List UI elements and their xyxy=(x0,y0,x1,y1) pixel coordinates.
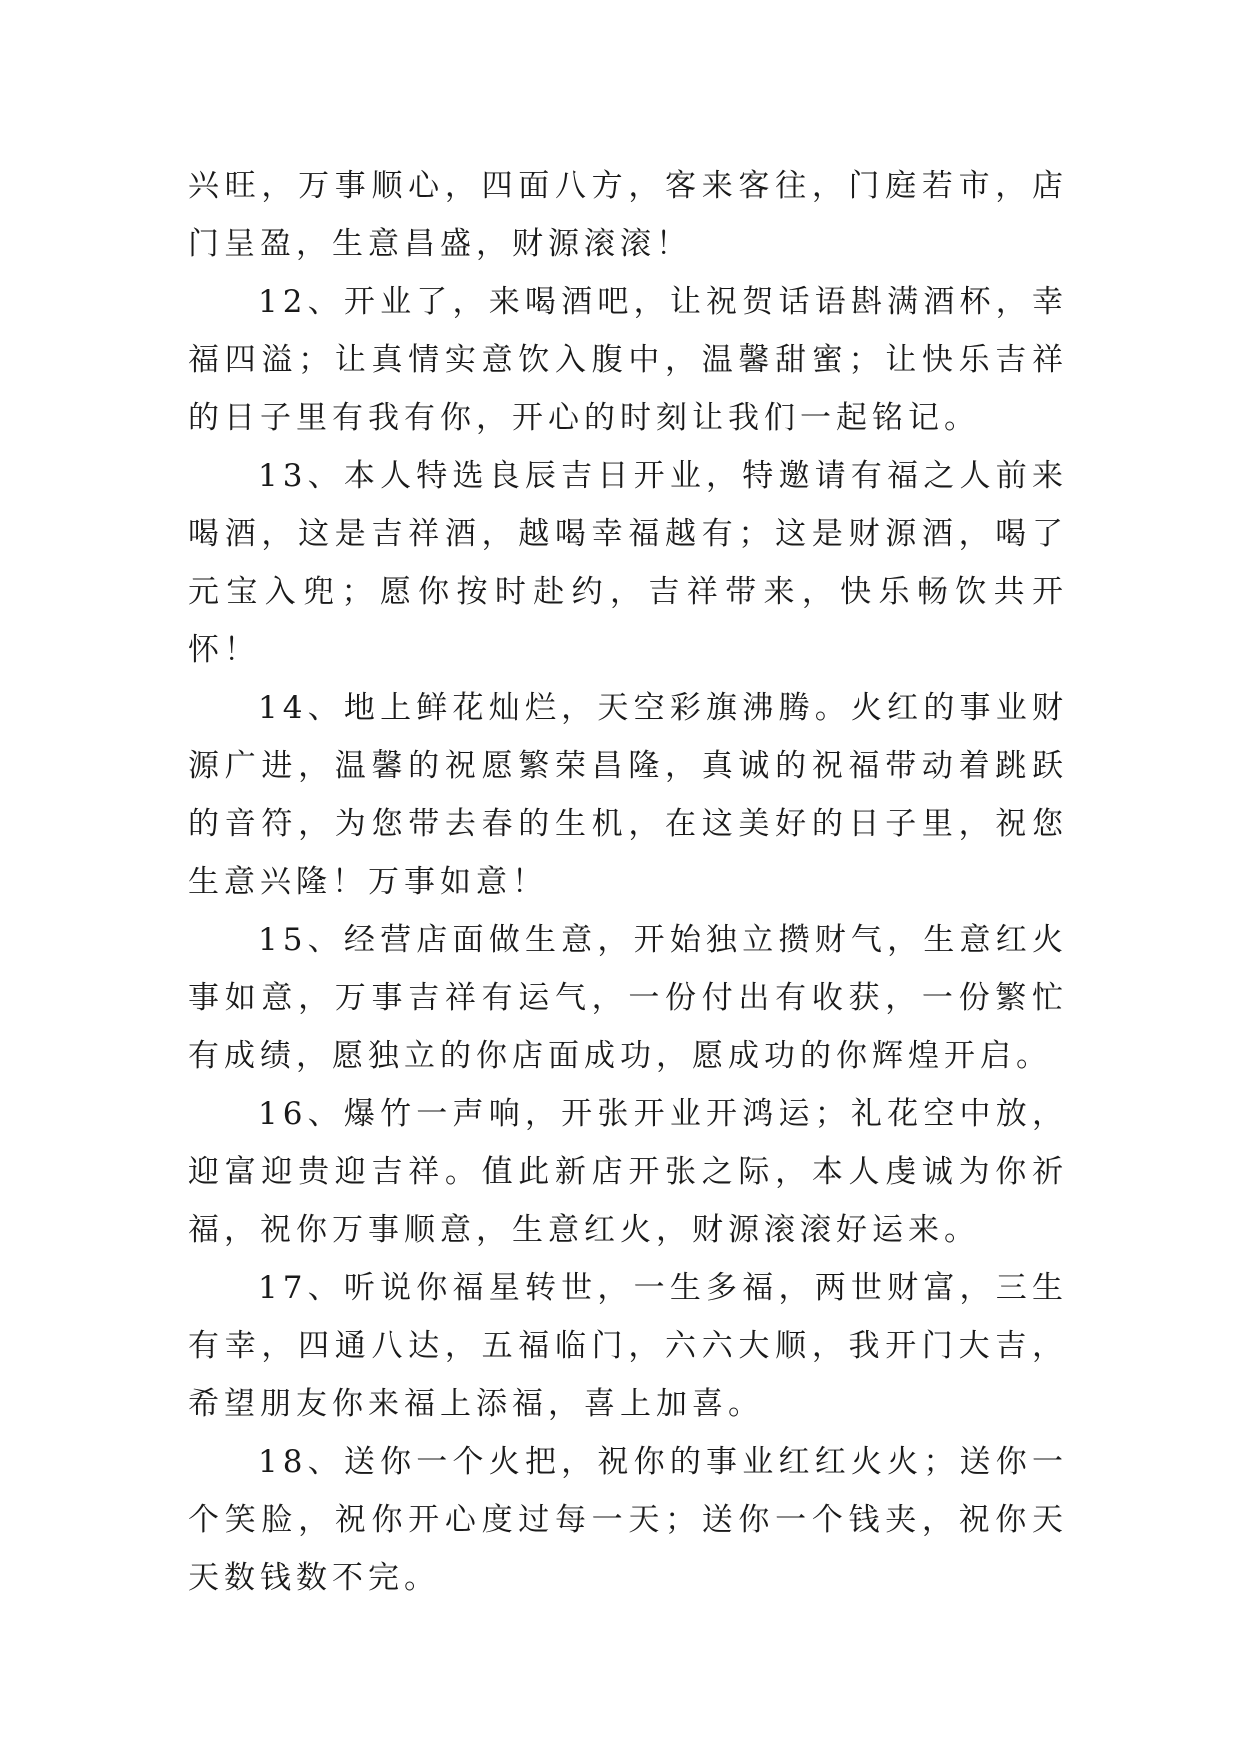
paragraph-item-15: 15、经营店面做生意，开始独立攒财气，生意红火事如意，万事吉祥有运气，一份付出有收获，一份繁忙有成绩，愿独立的你店面成功，愿成功的你辉煌开启。 xyxy=(188,922,1068,1074)
paragraph-item-13: 13、本人特选良辰吉日开业，特邀请有福之人前来喝酒，这是吉祥酒，越喝幸福越有；这是财源酒，喝了元宝入兜；愿你按时赴约，吉祥带来，快乐畅饮共开怀！ xyxy=(188,458,1068,668)
document-body xyxy=(188,157,1068,1607)
paragraph-item-17: 17、听说你福星转世，一生多福，两世财富，三生有幸，四通八达，五福临门，六六大顺，我开门大吉，希望朋友你来福上添福，喜上加喜。 xyxy=(188,1270,1068,1422)
paragraph-item-18: 18、送你一个火把，祝你的事业红红火火；送你一个笑脸，祝你开心度过每一天；送你一个钱夹，祝你天天数钱数不完。 xyxy=(188,1444,1068,1596)
paragraph-item-16: 16、爆竹一声响，开张开业开鸿运；礼花空中放，迎富迎贵迎吉祥。值此新店开张之际，本人虔诚为你祈福，祝你万事顺意，生意红火，财源滚滚好运来。 xyxy=(188,1096,1068,1248)
paragraph-item-14: 14、地上鲜花灿烂，天空彩旗沸腾。火红的事业财源广进，温馨的祝愿繁荣昌隆，真诚的祝福带动着跳跃的音符，为您带去春的生机，在这美好的日子里，祝您生意兴隆！万事如意！ xyxy=(188,690,1068,900)
paragraph-item-12: 12、开业了，来喝酒吧，让祝贺话语斟满酒杯，幸福四溢；让真情实意饮入腹中，温馨甜蜜；让快乐吉祥的日子里有我有你，开心的时刻让我们一起铭记。 xyxy=(188,284,1068,436)
paragraph-continuation: 兴旺，万事顺心，四面八方，客来客往，门庭若市，店门呈盈，生意昌盛，财源滚滚！ xyxy=(188,168,1068,262)
